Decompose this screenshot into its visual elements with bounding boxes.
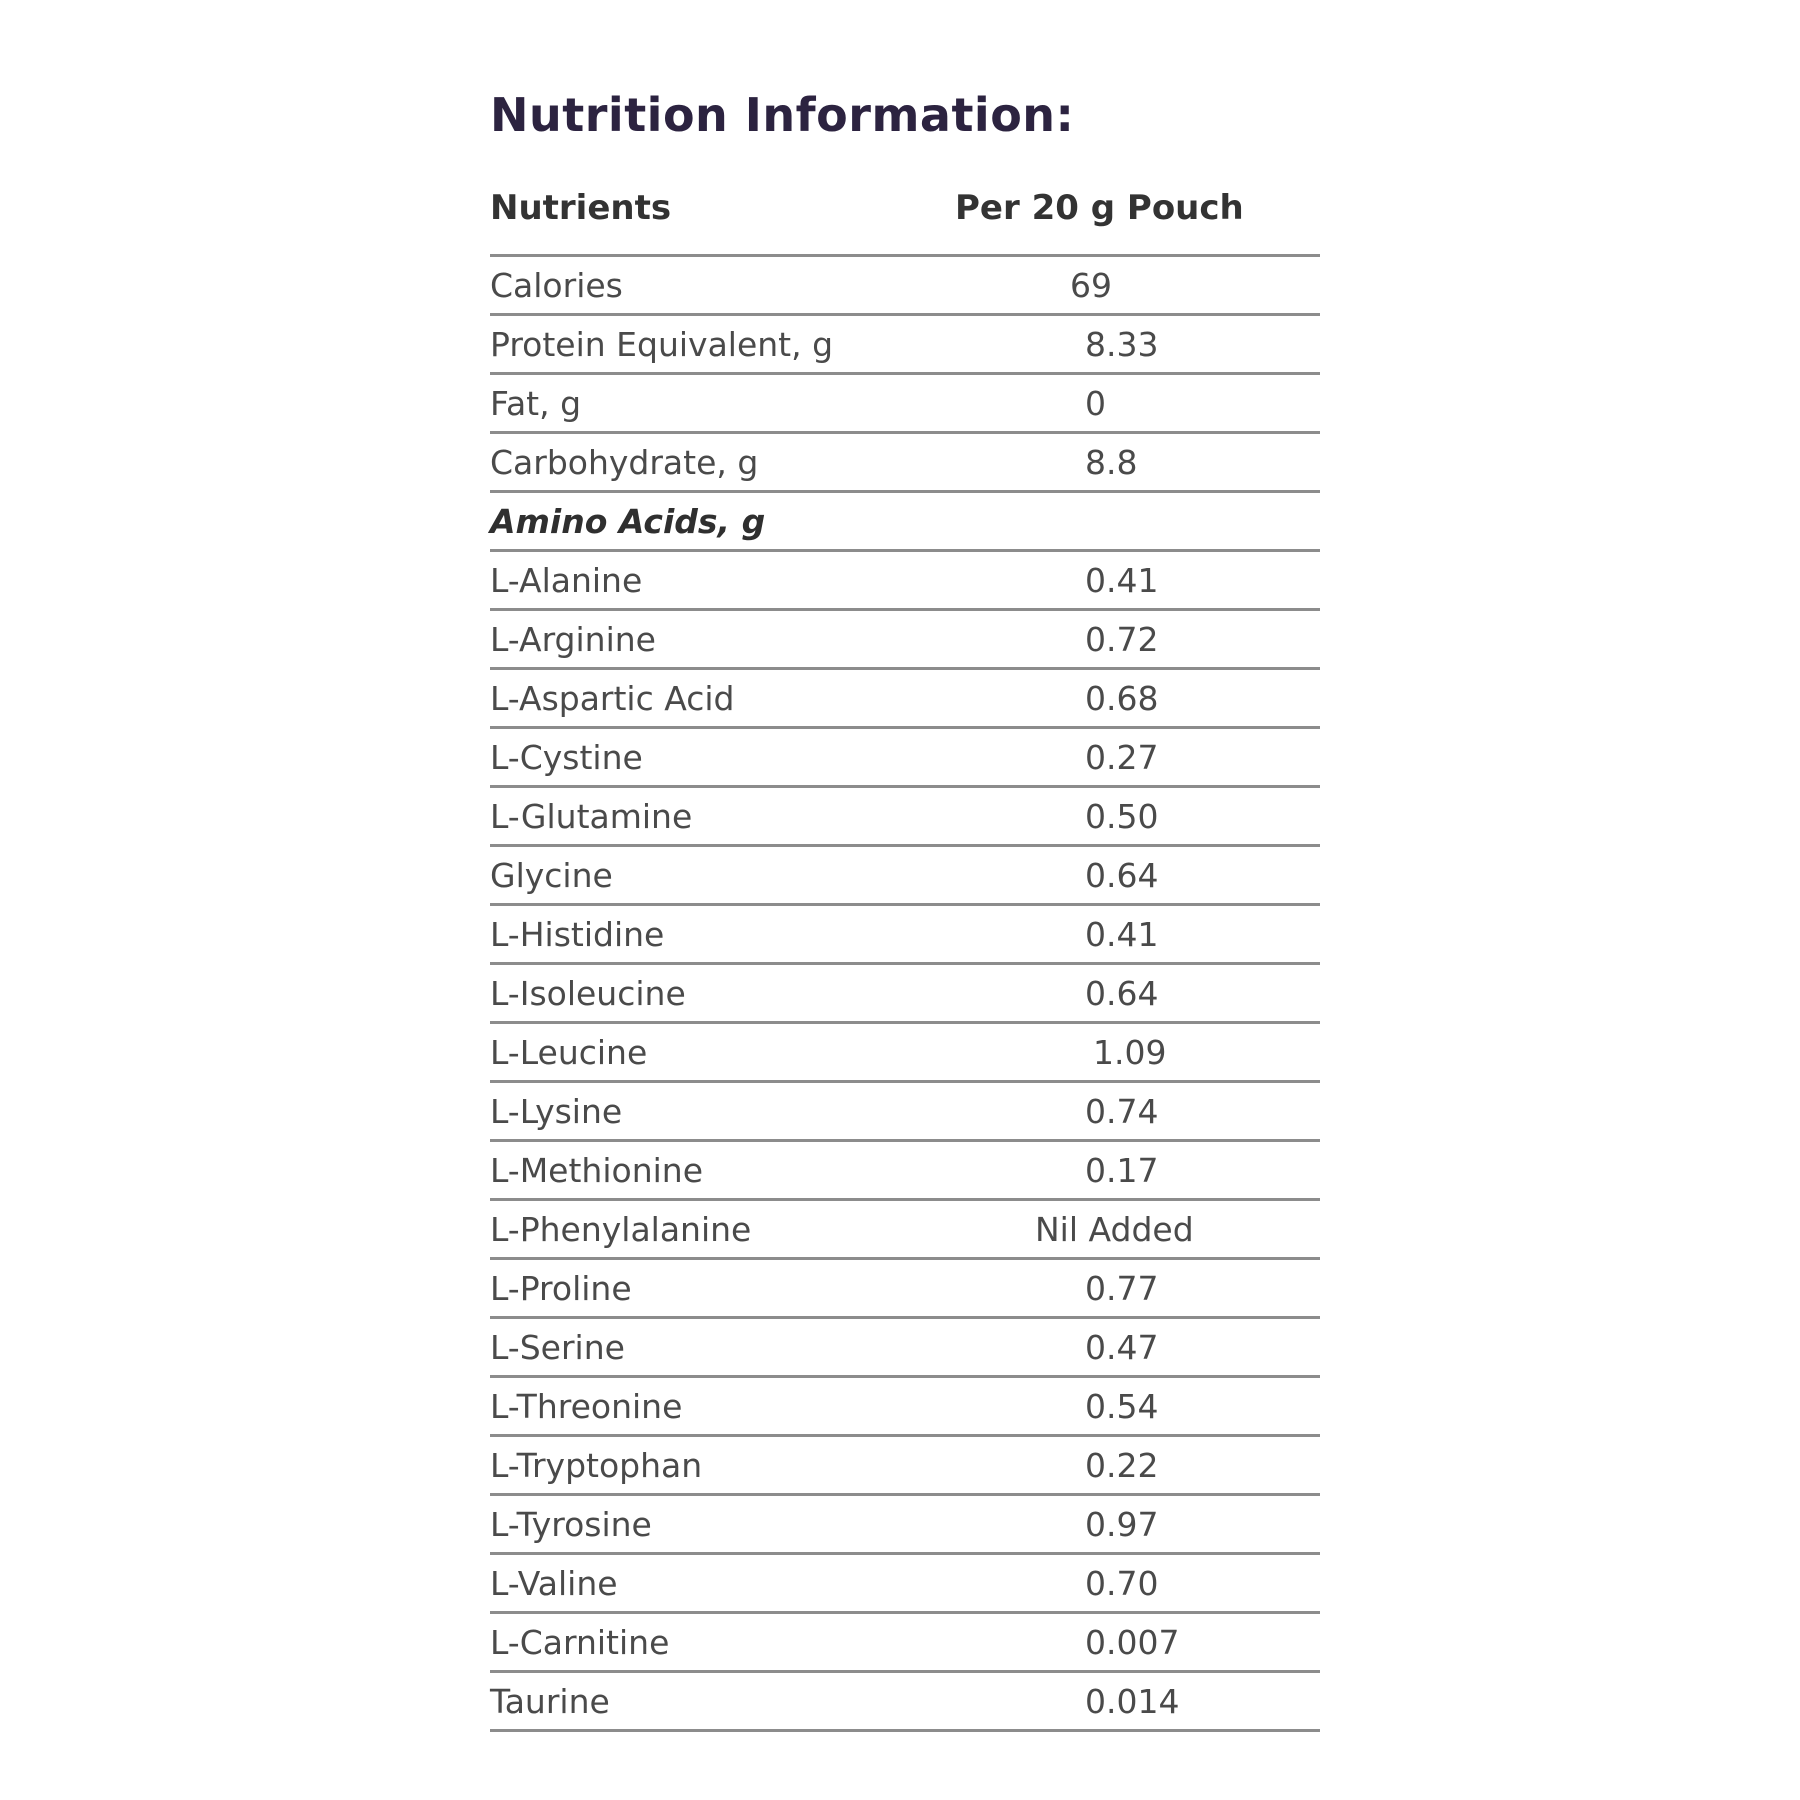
- nutrient-name: Protein Equivalent, g: [490, 324, 834, 364]
- nutrient-name: L-Glutamine: [490, 796, 693, 836]
- nutrient-name: Glycine: [490, 855, 613, 895]
- nutrient-name: Calories: [490, 265, 623, 305]
- nutrient-name: L-Proline: [490, 1268, 632, 1308]
- table-row: [490, 670, 1320, 729]
- nutrient-value: 0.41: [1085, 560, 1159, 600]
- nutrient-name: L-Threonine: [490, 1386, 683, 1426]
- nutrient-value: 8.8: [1085, 442, 1138, 482]
- table-row: [490, 1142, 1320, 1201]
- nutrient-value: 8.33: [1085, 324, 1159, 364]
- nutrient-value: Nil Added: [1035, 1209, 1194, 1249]
- table-row: [490, 788, 1320, 847]
- table-row: [490, 1673, 1320, 1732]
- table-row: [490, 375, 1320, 434]
- nutrient-value: 0.74: [1085, 1091, 1159, 1131]
- table-row: [490, 906, 1320, 965]
- nutrient-name: Carbohydrate, g: [490, 442, 759, 482]
- nutrition-panel: [490, 80, 1320, 1732]
- table-row: [490, 257, 1320, 316]
- table-row: [490, 965, 1320, 1024]
- table-row: [490, 1555, 1320, 1614]
- header-nutrients: Nutrients: [490, 188, 672, 228]
- table-header: [490, 170, 1320, 246]
- nutrient-name: L-Leucine: [490, 1032, 648, 1072]
- table-row: [490, 552, 1320, 611]
- nutrient-value: 0.014: [1085, 1681, 1180, 1721]
- nutrient-value: 0.22: [1085, 1445, 1159, 1485]
- nutrient-value: 0.47: [1085, 1327, 1159, 1367]
- nutrient-value: 0.70: [1085, 1563, 1159, 1603]
- section-label-amino-acids: Amino Acids, g: [490, 501, 766, 541]
- table-row: [490, 1260, 1320, 1319]
- nutrient-value: 0.54: [1085, 1386, 1159, 1426]
- nutrient-value: 0: [1085, 383, 1106, 423]
- table-section-header: [490, 493, 1320, 552]
- table-row: [490, 611, 1320, 670]
- nutrient-name: L-Tryptophan: [490, 1445, 703, 1485]
- nutrient-value: 0.97: [1085, 1504, 1159, 1544]
- nutrient-name: L-Methionine: [490, 1150, 704, 1190]
- nutrient-name: L-Isoleucine: [490, 973, 686, 1013]
- nutrient-name: L-Alanine: [490, 560, 643, 600]
- table-row: [490, 316, 1320, 375]
- nutrient-name: L-Phenylalanine: [490, 1209, 752, 1249]
- table-row: [490, 729, 1320, 788]
- nutrient-name: Fat, g: [490, 383, 582, 423]
- nutrient-name: L-Aspartic Acid: [490, 678, 735, 718]
- table-row: [490, 1201, 1320, 1260]
- nutrient-name: L-Tyrosine: [490, 1504, 652, 1544]
- nutrient-value: 0.72: [1085, 619, 1159, 659]
- table-row: [490, 1083, 1320, 1142]
- table-row: [490, 1614, 1320, 1673]
- table-row: [490, 434, 1320, 493]
- nutrient-value: 0.007: [1085, 1622, 1180, 1662]
- nutrient-value: 0.77: [1085, 1268, 1159, 1308]
- nutrient-name: L-Carnitine: [490, 1622, 670, 1662]
- nutrient-value: 0.27: [1085, 737, 1159, 777]
- nutrient-value: 0.50: [1085, 796, 1159, 836]
- nutrient-value: 0.64: [1085, 855, 1159, 895]
- header-per-pouch: Per 20 g Pouch: [955, 188, 1244, 228]
- table-row: [490, 1437, 1320, 1496]
- nutrient-value: 0.17: [1085, 1150, 1159, 1190]
- nutrient-name: L-Lysine: [490, 1091, 623, 1131]
- nutrient-name: Taurine: [490, 1681, 610, 1721]
- page-title: Nutrition Information:: [490, 88, 1075, 142]
- table-row: [490, 1319, 1320, 1378]
- table-row: [490, 1024, 1320, 1083]
- nutrient-name: L-Arginine: [490, 619, 656, 659]
- table-row: [490, 1378, 1320, 1437]
- nutrient-value: 0.64: [1085, 973, 1159, 1013]
- table-row: [490, 847, 1320, 906]
- nutrient-value: 69: [1070, 265, 1112, 305]
- nutrient-value: 1.09: [1093, 1032, 1167, 1072]
- table-row: [490, 1496, 1320, 1555]
- nutrient-name: L-Histidine: [490, 914, 665, 954]
- nutrition-table: [490, 254, 1320, 1732]
- nutrient-value: 0.41: [1085, 914, 1159, 954]
- nutrient-name: L-Serine: [490, 1327, 625, 1367]
- nutrient-name: L-Valine: [490, 1563, 618, 1603]
- nutrient-value: 0.68: [1085, 678, 1159, 718]
- nutrient-name: L-Cystine: [490, 737, 643, 777]
